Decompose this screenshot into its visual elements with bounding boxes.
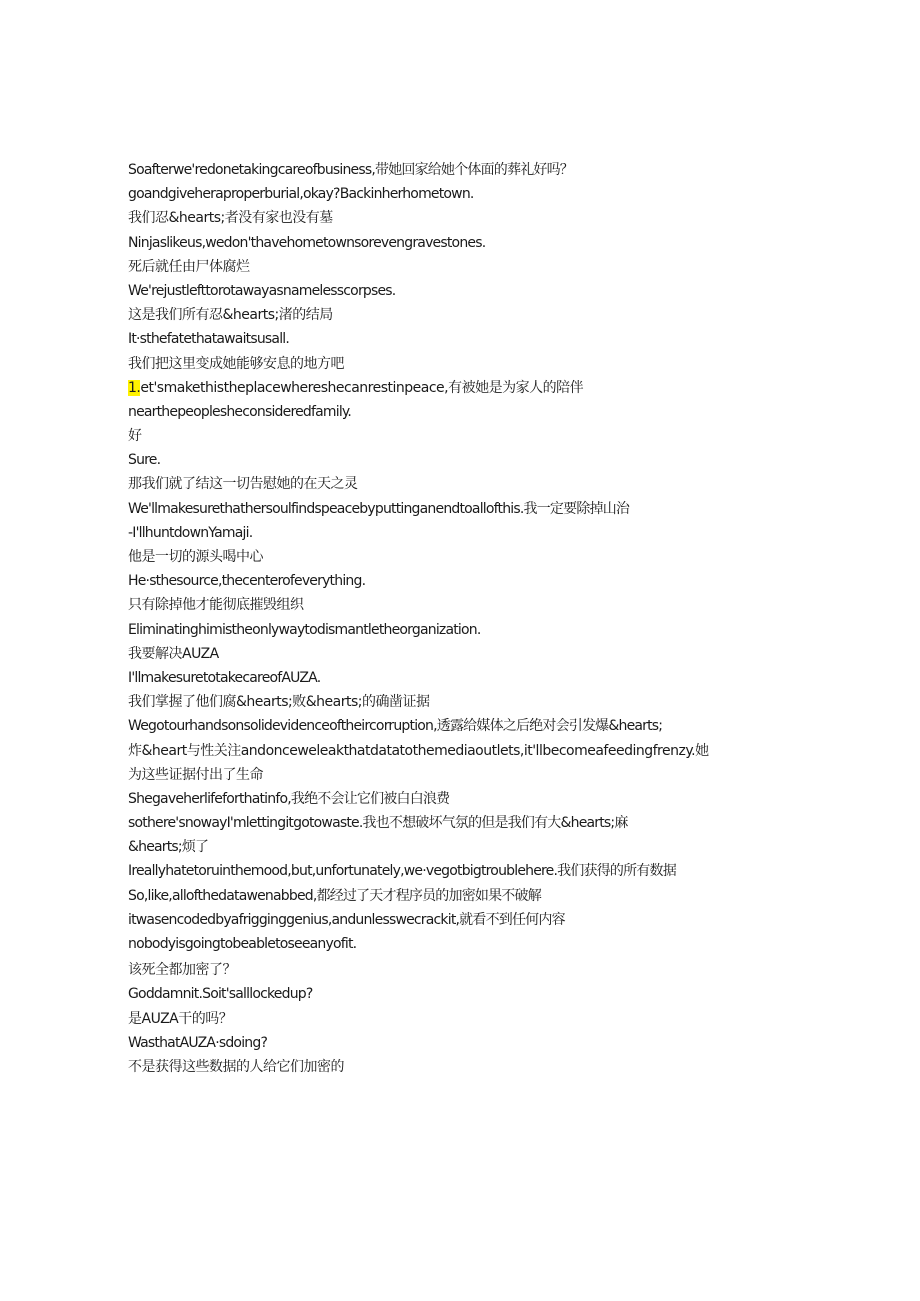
line-text: goandgiveheraproperburial,okay?Backinherhometown. bbox=[128, 186, 474, 203]
line-text: et'smakethistheplacewhereshecanrestinpeace,有被她是为家人的陪伴 bbox=[140, 379, 584, 396]
line-text: Sure. bbox=[128, 452, 161, 469]
line-text: He·sthesource,thecenterofeverything. bbox=[128, 573, 366, 590]
text-line bbox=[128, 497, 808, 521]
line-text: Soafterwe'redonetakingcareofbusiness,带她回家给她个体面的葬礼好吗？ bbox=[128, 162, 574, 178]
line-text: nobodyisgoingtobeabletoseeanyofit. bbox=[128, 936, 357, 952]
text-line bbox=[128, 982, 808, 1006]
text-line bbox=[128, 958, 808, 982]
line-text: 我要解决AUZA bbox=[128, 645, 219, 662]
text-line bbox=[128, 231, 808, 255]
line-text: Shegaveherlifeforthatinfo,我绝不会让它们被白白浪费 bbox=[128, 790, 450, 807]
line-text: 只有除掉他才能彻底摧毁组织 bbox=[128, 597, 304, 614]
line-text: 该死全都加密了？ bbox=[128, 962, 236, 979]
text-line bbox=[128, 763, 808, 787]
text-line bbox=[128, 158, 808, 182]
text-line bbox=[128, 811, 808, 835]
text-line bbox=[128, 714, 808, 738]
text-line bbox=[128, 424, 808, 448]
text-line bbox=[128, 303, 808, 327]
line-text: -I'llhuntdownYamaji. bbox=[128, 524, 253, 541]
line-text: We'llmakesurethathersoulfindspeacebyputtinganendtoallofthis.我一定要除掉山治 bbox=[128, 500, 630, 517]
text-line bbox=[128, 642, 808, 666]
text-line bbox=[128, 327, 808, 351]
line-text: nearthepeoplesheconsideredfamily. bbox=[128, 403, 352, 420]
line-text: WasthatAUZA·sdoing? bbox=[128, 1034, 268, 1051]
line-text: Ninjaslikeus,wedon'thavehometownsorevengravestones. bbox=[128, 234, 486, 251]
text-line bbox=[128, 932, 808, 956]
text-line bbox=[128, 255, 808, 279]
line-text: itwasencodedbyafrigginggenius,andunlesswecrackit,就看不到任何内容 bbox=[128, 911, 565, 928]
text-line bbox=[128, 400, 808, 424]
text-line bbox=[128, 787, 808, 811]
text-line bbox=[128, 448, 808, 472]
highlighted-text: 1. bbox=[128, 379, 141, 396]
line-text: It·sthefatethatawaitsusall. bbox=[128, 331, 290, 348]
text-line bbox=[128, 859, 808, 883]
line-text: 我们掌握了他们腐&hearts;败&hearts;的确凿证据 bbox=[128, 694, 430, 711]
line-text: 那我们就了结这一切告慰她的在天之灵 bbox=[128, 476, 358, 493]
text-line bbox=[128, 182, 808, 206]
line-text: 他是一切的源头喝中心 bbox=[128, 549, 263, 565]
text-line bbox=[128, 1055, 808, 1079]
line-text: 不是获得这些数据的人给它们加密的 bbox=[128, 1058, 344, 1075]
text-line bbox=[128, 545, 808, 569]
text-line bbox=[128, 206, 808, 230]
line-text: 炸&heart与性关注andonceweleakthatdatatothemediaoutlets,it'llbecomeafeedingfrenzy.她 bbox=[128, 742, 709, 759]
line-text: 我们把这里变成她能够安息的地方吧 bbox=[128, 355, 344, 372]
line-text: So,like,allofthedatawenabbed,都经过了天才程序员的加密如果不破解 bbox=[128, 887, 541, 904]
text-line bbox=[128, 908, 808, 932]
line-text: I'llmakesuretotakecareofAUZA. bbox=[128, 669, 321, 686]
text-line bbox=[128, 279, 808, 303]
line-text: Wegotourhandsonsolidevidenceoftheircorruption,透露给媒体之后绝对会引发爆&hearts; bbox=[128, 718, 663, 735]
text-line bbox=[128, 835, 808, 859]
text-line bbox=[128, 569, 808, 593]
line-text: Ireallyhatetoruinthemood,but,unfortunately,we·vegotbigtroublehere.我们获得的所有数据 bbox=[128, 863, 676, 880]
line-text: sothere'snowayI'mlettingitgotowaste.我也不想破坏气氛的但是我们有大&hearts;麻 bbox=[128, 815, 628, 832]
text-line bbox=[128, 690, 808, 714]
text-line bbox=[128, 1007, 808, 1031]
text-line bbox=[128, 352, 808, 376]
line-text: Eliminatinghimistheonlywaytodismantletheorganization. bbox=[128, 621, 481, 638]
line-text: Goddamnit.Soit'salllockedup? bbox=[128, 986, 313, 1003]
line-text: 这是我们所有忍&hearts;渚的结局 bbox=[128, 307, 333, 324]
text-line bbox=[128, 376, 808, 400]
line-text: We'rejustlefttorotawayasnamelesscorpses. bbox=[128, 282, 396, 299]
line-text: 死后就任由尸体腐烂 bbox=[128, 258, 250, 275]
line-text: 好 bbox=[128, 428, 142, 445]
text-line bbox=[128, 666, 808, 690]
text-line bbox=[128, 618, 808, 642]
text-line bbox=[128, 1031, 808, 1055]
text-line bbox=[128, 884, 808, 908]
line-text: 我们忍&hearts;者没有家也没有墓 bbox=[128, 210, 333, 227]
line-text: &hearts;烦了 bbox=[128, 839, 209, 856]
line-text: 是AUZA干的吗？ bbox=[128, 1010, 233, 1027]
line-text: 为这些证据付出了生命 bbox=[128, 766, 263, 783]
document-body bbox=[128, 158, 808, 1079]
text-line bbox=[128, 739, 808, 763]
text-line bbox=[128, 521, 808, 545]
text-line bbox=[128, 593, 808, 617]
text-line bbox=[128, 472, 808, 496]
